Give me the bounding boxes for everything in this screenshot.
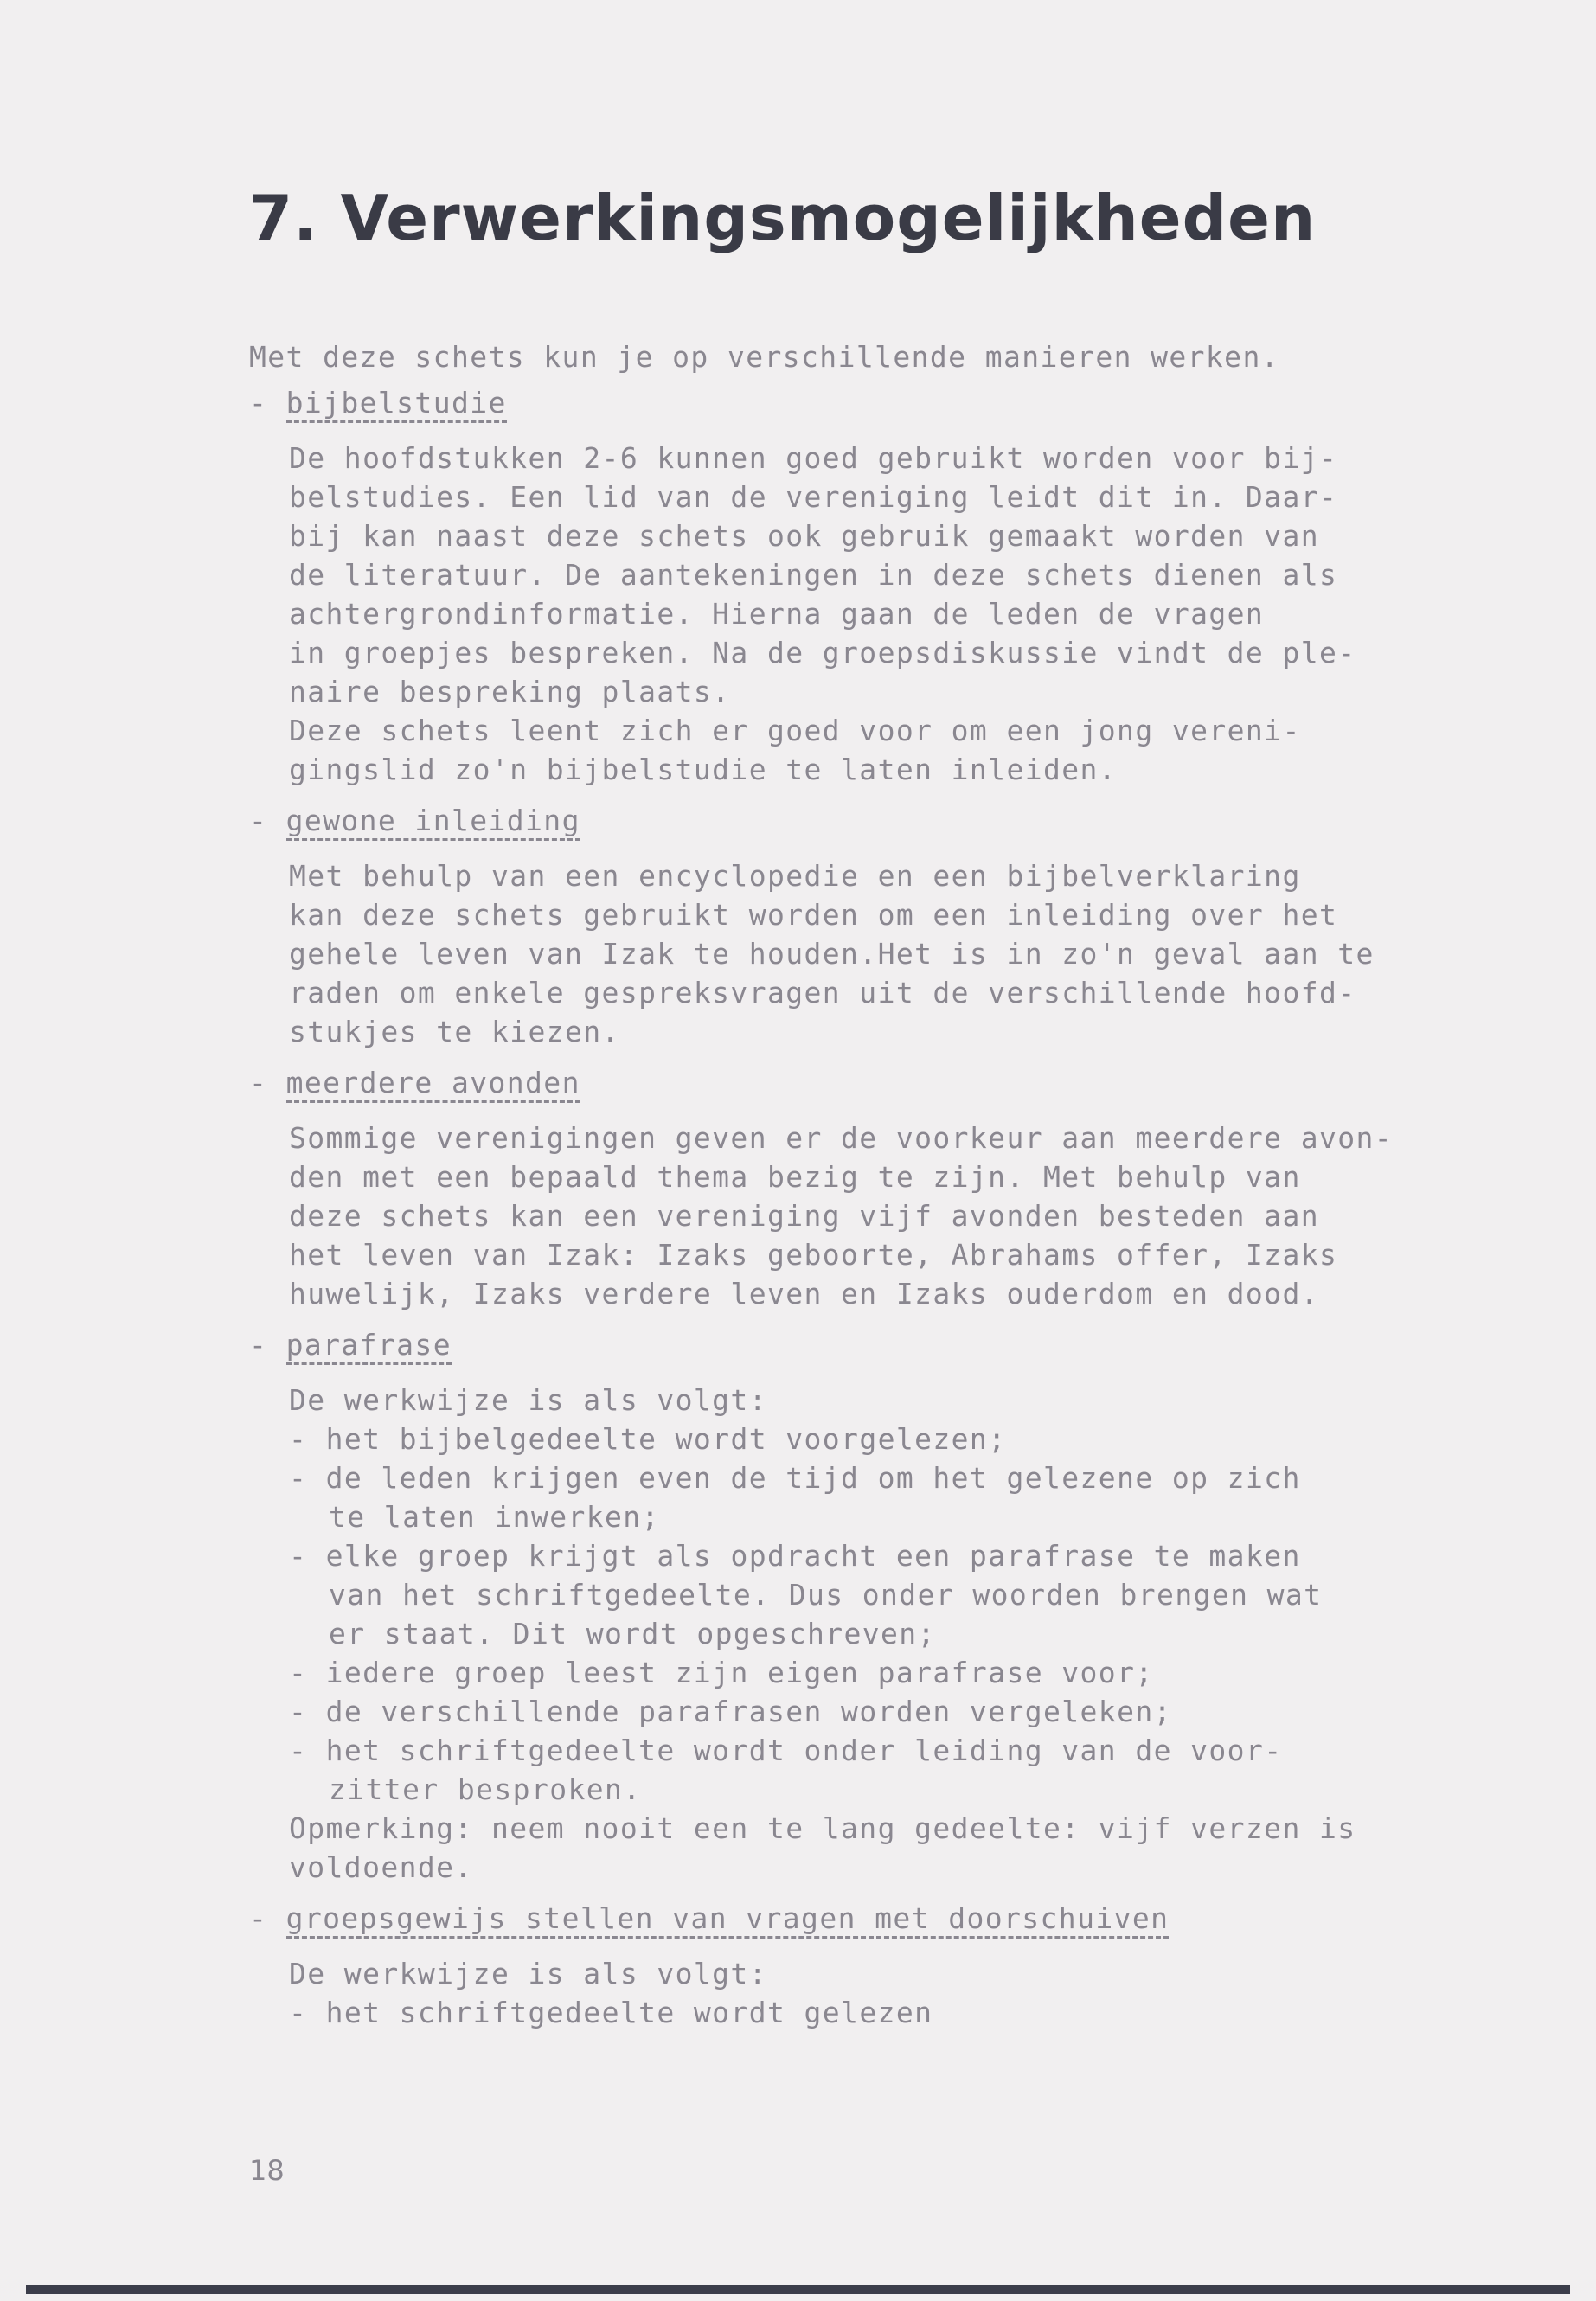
list-item: [249, 1993, 1477, 2032]
section-heading: groepsgewijs stellen van vragen met doorschuiven: [286, 1901, 1170, 1939]
paragraph-line: het leven van Izak: Izaks geboorte, Abrahams offer, Izaks: [289, 1238, 1338, 1272]
paragraph-line: de literatuur. De aantekeningen in deze schets dienen als: [289, 558, 1338, 592]
paragraph-line: deze schets kan een vereniging vijf avonden besteden aan: [289, 1199, 1319, 1233]
paragraph-line: huwelijk, Izaks verdere leven en Izaks ouderdom en dood.: [289, 1277, 1319, 1311]
section-heading: gewone inleiding: [286, 804, 580, 841]
paragraph-line: kan deze schets gebruikt worden om een inleiding over het: [289, 898, 1338, 932]
section-parafrase: [249, 1325, 1477, 1887]
list-item-text: het schriftgedeelte wordt gelezen: [325, 1996, 933, 2029]
paragraph-line: achtergrondinformatie. Hierna gaan de leden de vragen: [289, 597, 1265, 631]
paragraph-line: den met een bepaald thema bezig te zijn. Met behulp van: [289, 1160, 1301, 1194]
paragraph-line: Deze schets leent zich er goed voor om een jong vereni-: [289, 714, 1301, 747]
section-heading-row: [249, 383, 1477, 423]
page-title: 7. Verwerkingsmogelijkheden: [249, 182, 1317, 254]
list-item: [249, 1731, 1477, 1770]
procedure-intro: De werkwijze is als volgt:: [289, 1383, 767, 1417]
note-line: voldoende.: [289, 1850, 473, 1884]
section-bijbelstudie: [249, 383, 1477, 789]
list-item-continuation: van het schriftgedeelte. Dus onder woorden brengen wat: [329, 1578, 1323, 1612]
dash-bullet: -: [289, 1695, 308, 1728]
list-item-text: het bijbelgedeelte wordt voorgelezen;: [325, 1422, 1007, 1456]
section-heading: meerdere avonden: [286, 1066, 580, 1103]
paragraph-line: gingslid zo'n bijbelstudie te laten inleiden.: [289, 753, 1118, 786]
dash-bullet: -: [249, 386, 268, 420]
paragraph-line: bij kan naast deze schets ook gebruik gemaakt worden van: [289, 519, 1319, 553]
list-item-text: de leden krijgen even de tijd om het gelezene op zich: [325, 1461, 1301, 1495]
intro-paragraph: Met deze schets kun je op verschillende manieren werken.: [249, 340, 1279, 374]
dash-bullet: -: [249, 1901, 268, 1935]
dash-bullet: -: [289, 1422, 308, 1456]
dash-bullet: -: [289, 1656, 308, 1689]
dash-bullet: -: [249, 1328, 268, 1362]
section-meerdere-avonden: [249, 1063, 1477, 1313]
section-groepsgewijs-vragen: [249, 1899, 1477, 2032]
dash-bullet: -: [249, 804, 268, 837]
section-gewone-inleiding: [249, 801, 1477, 1051]
paragraph-line: naire bespreking plaats.: [289, 675, 731, 708]
paragraph-line: belstudies. Een lid van de vereniging leidt dit in. Daar-: [289, 480, 1338, 514]
paragraph-line: raden om enkele gespreksvragen uit de verschillende hoofd-: [289, 976, 1356, 1009]
paragraph-line: De hoofdstukken 2-6 kunnen goed gebruikt worden voor bij-: [289, 441, 1338, 475]
list-item: [249, 1536, 1477, 1575]
list-item-continuation: te laten inwerken;: [329, 1500, 660, 1534]
list-item-text: het schriftgedeelte wordt onder leiding van de voor-: [325, 1734, 1283, 1767]
paragraph-line: gehele leven van Izak te houden.Het is in zo'n geval aan te: [289, 937, 1375, 971]
procedure-intro: De werkwijze is als volgt:: [289, 1957, 767, 1990]
list-item-text: elke groep krijgt als opdracht een parafrase te maken: [325, 1539, 1301, 1573]
page-number: 18: [249, 2154, 285, 2187]
list-item: [249, 1692, 1477, 1731]
dash-bullet: -: [289, 1996, 308, 2029]
paragraph-line: Met behulp van een encyclopedie en een bijbelverklaring: [289, 859, 1301, 893]
section-heading: parafrase: [286, 1328, 452, 1365]
list-item-text: de verschillende parafrasen worden vergeleken;: [325, 1695, 1172, 1728]
list-item: [249, 1653, 1477, 1692]
paragraph-line: stukjes te kiezen.: [289, 1015, 620, 1048]
dash-bullet: -: [289, 1539, 308, 1573]
note-line: Opmerking: neem nooit een te lang gedeelte: vijf verzen is: [289, 1811, 1356, 1845]
body-text: [249, 337, 1477, 2044]
dash-bullet: -: [249, 1066, 268, 1099]
page-bottom-edge: [26, 2285, 1570, 2294]
list-item: [249, 1458, 1477, 1497]
list-item-continuation: zitter besproken.: [329, 1772, 642, 1806]
list-item-continuation: er staat. Dit wordt opgeschreven;: [329, 1617, 936, 1650]
section-heading-row: [249, 1063, 1477, 1103]
section-heading-row: [249, 801, 1477, 841]
list-item-text: iedere groep leest zijn eigen parafrase voor;: [325, 1656, 1154, 1689]
paragraph-line: in groepjes bespreken. Na de groepsdiskussie vindt de ple-: [289, 636, 1356, 670]
section-heading-row: [249, 1325, 1477, 1365]
section-heading: bijbelstudie: [286, 386, 507, 423]
paragraph-line: Sommige verenigingen geven er de voorkeur aan meerdere avon-: [289, 1121, 1394, 1155]
dash-bullet: -: [289, 1461, 308, 1495]
dash-bullet: -: [289, 1734, 308, 1767]
section-heading-row: [249, 1899, 1477, 1939]
list-item: [249, 1420, 1477, 1458]
